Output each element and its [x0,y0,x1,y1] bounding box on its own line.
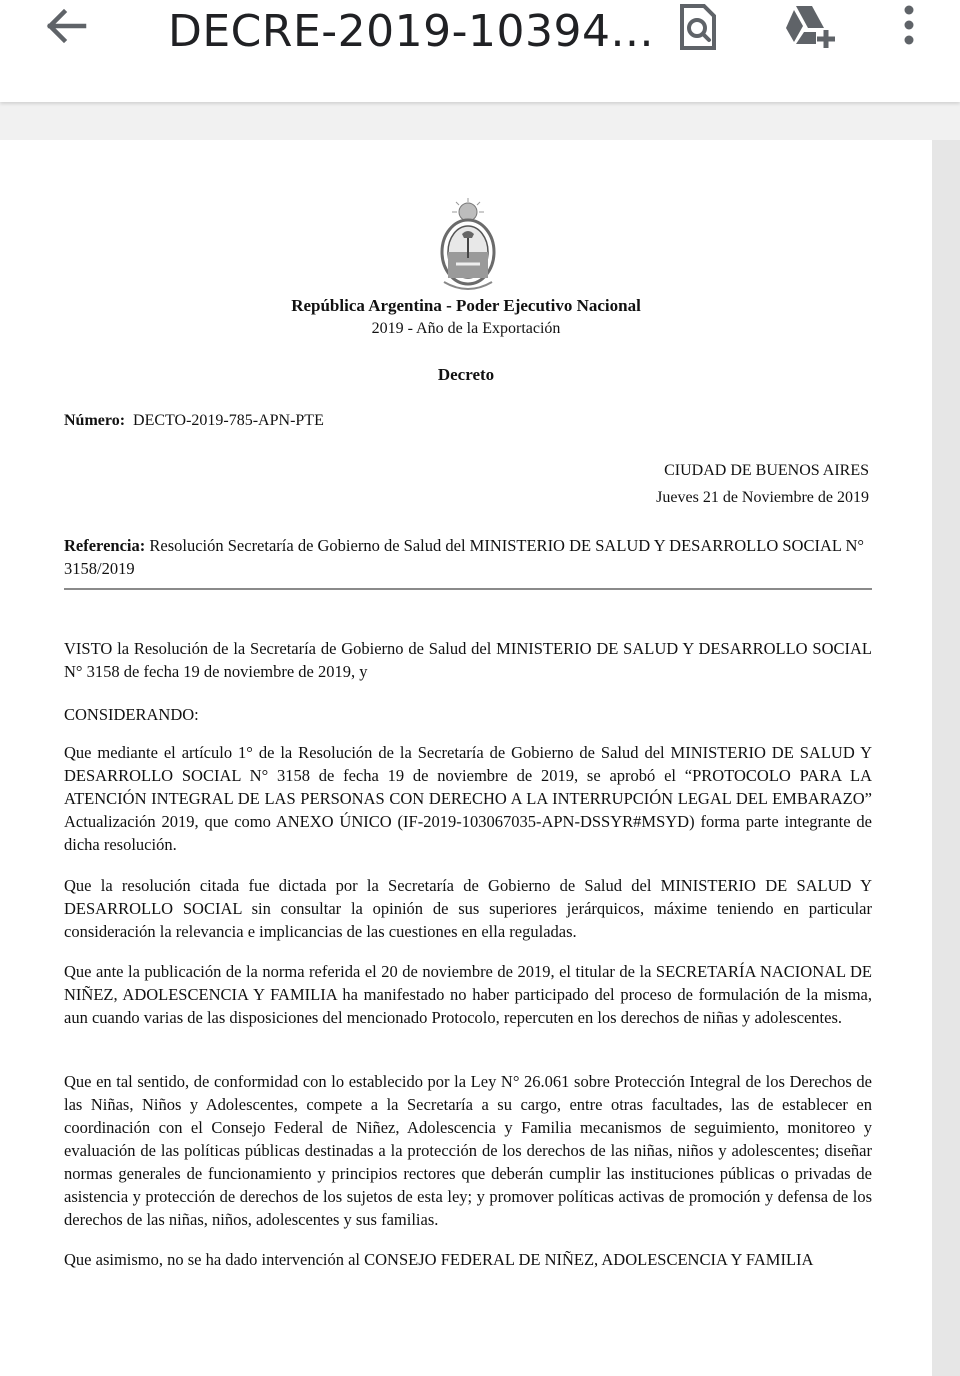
city: CIUDAD DE BUENOS AIRES [664,462,869,479]
body-paragraph: Que mediante el artículo 1° de la Resolución de la Secretaría de Gobierno de Salud del MINISTERIO DE SALUD Y DESARROLLO SOCIAL N° 3158 de fecha 19 de noviembre de 2019, se aprobó el “PROTOCOLO PARA LA ATENCIÓN INTEGRAL DE LAS PERSONAS CON DERECHO A LA INTERRUPCIÓN LEGAL DEL EMBARAZO” Actualización 2019, que como ANEXO ÚNICO (IF-2019-103067035-APN-DSSYR#MSYD) forma parte integrante de dicha resolución. [64,743,872,854]
back-arrow-icon [40,4,92,48]
body-paragraph: Que en tal sentido, de conformidad con lo establecido por la Ley N° 26.061 sobre Protección Integral de los Derechos de las Niñas, Niños y Adolescentes, compete a la Secretaría a su cargo, entre otras facultades, las de establecer en coordinación con el Consejo Federal de Niñez, Adolescencia y Familia mecanismos de seguimiento, monitoreo y evaluación de las políticas públicas destinadas a la protección de los derechos de las niñas, niños y adolescentes; diseñar normas generales de funcionamiento y principios rectores que deberán cumplir las instituciones públicas o privadas de asistencia y protección de derechos de los sujetos de esta ley; y promover políticas activas de promoción y defensa de los derechos de las niñas, niños, adolescentes y sus familias. [64,1072,872,1229]
add-to-drive-button[interactable] [782,2,840,52]
document-number [64,412,324,430]
back-button[interactable] [40,4,92,48]
referencia-label: Referencia: [64,536,146,555]
document-page [0,140,932,1376]
referencia [64,534,872,580]
add-to-drive-icon [782,2,840,52]
divider [64,588,872,590]
more-vert-icon [896,2,922,52]
find-in-page-icon [676,2,720,52]
app-toolbar [0,0,960,102]
header-year-motto: 2019 - Año de la Exportación [371,320,561,337]
visto-paragraph: VISTO la Resolución de la Secretaría de Gobierno de Salud del MINISTERIO DE SALUD Y DESARROLLO SOCIAL N° 3158 de fecha 19 de noviembre de 2019, y [64,639,872,681]
document-date: Jueves 21 de Noviembre de 2019 [656,489,869,506]
argentina-coat-of-arms-icon [434,198,502,292]
more-options-button[interactable] [896,2,922,52]
numero-label: Número: [64,412,126,429]
scrollbar[interactable] [932,140,960,1376]
considerando-heading: CONSIDERANDO: [64,705,199,724]
body-paragraph: Que ante la publicación de la norma referida el 20 de noviembre de 2019, el titular de la SECRETARÍA NACIONAL DE NIÑEZ, ADOLESCENCIA Y FAMILIA ha manifestado no haber participado del proceso de formulación de la misma, aun cuando varias de las disposiciones del mencionado Protocolo, repercuten en los derechos de niñas y adolescentes. [64,962,872,1027]
body-paragraph: Que asimismo, no se ha dado intervención al CONSEJO FEDERAL DE NIÑEZ, ADOLESCENCIA Y FAMILIA [64,1250,814,1269]
find-in-page-button[interactable] [676,2,720,52]
body-paragraph: Que la resolución citada fue dictada por la Secretaría de Gobierno de Salud del MINISTERIO DE SALUD Y DESARROLLO SOCIAL sin consultar la opinión de sus superiores jerárquicos, máxime teniendo en particular consideración la relevancia e implicancias de las cuestiones en ella reguladas. [64,876,872,941]
document-type: Decreto [437,365,495,384]
header-government: República Argentina - Poder Ejecutivo Nacional [291,296,641,315]
referencia-text: Resolución Secretaría de Gobierno de Salud del MINISTERIO DE SALUD Y DESARROLLO SOCIAL N° 3158/2019 [64,536,864,578]
document-title: DECRE-2019-10394... [168,6,654,57]
numero-value: DECTO-2019-785-APN-PTE [133,412,324,429]
